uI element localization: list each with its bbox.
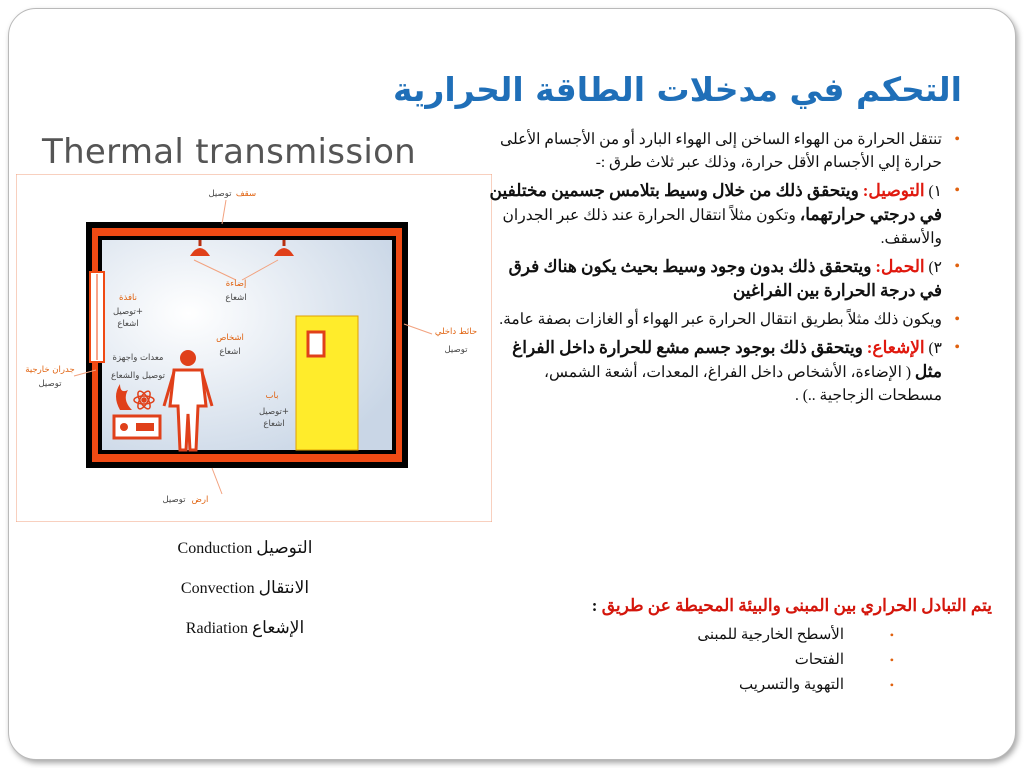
- int-wall-mode: توصيل: [444, 345, 468, 355]
- door-mode-1: توصيل+: [258, 407, 290, 417]
- bullet-convection: • ٢) الحمل: ويتحقق ذلك بدون وجود وسيط بحيث يكون هناك فرق في درجة الحرارة بين الفراغين: [488, 255, 958, 303]
- exchange-heading: يتم التبادل الحراري بين المبنى والبيئة المحيطة عن طريق :: [591, 596, 992, 615]
- door-icon: [296, 316, 358, 450]
- equipment-label: معدات واجهزة: [112, 353, 164, 363]
- door-mode-2: اشعاع: [263, 419, 285, 429]
- ext-wall-mode: توصيل: [38, 379, 62, 389]
- exchange-item: • الفتحات: [697, 648, 894, 673]
- people-label: اشخاص: [216, 333, 244, 343]
- slide-title: التحكم في مدخلات الطاقة الحرارية: [392, 70, 962, 109]
- exchange-list: [697, 623, 894, 698]
- lighting-mode: اشعاع: [225, 293, 247, 303]
- ceiling-label: سقف: [235, 189, 257, 199]
- window-mode-2: اشعاع: [117, 319, 139, 329]
- bullet-radiation: • ٣) الإشعاع: ويتحقق ذلك بوجود جسم مشع للحرارة داخل الفراغ مثل ( الإضاءة، الأشخاص داخل الفراغ، المعدات، أشعة الشمس، مسطحات الزجاجية ..) .: [488, 336, 958, 407]
- legend-convection: Convection الانتقال: [180, 578, 310, 597]
- slide-subtitle: Thermal transmission: [42, 132, 417, 172]
- legend-conduction: Conduction التوصيل: [177, 538, 313, 557]
- legend-radiation: Radiation الإشعاع: [185, 618, 305, 637]
- bullet-convection-example: • ويكون ذلك مثلاً بطريق انتقال الحرارة عبر الهواء أو الغازات بصفة عامة.: [488, 308, 958, 331]
- ceiling-mode: توصيل: [208, 189, 232, 199]
- thermal-room-diagram: [16, 174, 492, 522]
- bullet-conduction: • ١) التوصيل: ويتحقق ذلك من خلال وسيط بتلامس جسمين مختلفين في درجتي حرارتهما، وتكون مثلاً انتقال الحرارة عند ذلك عبر الجدران والأسقف.: [488, 179, 958, 250]
- lighting-label: إضاءة: [225, 279, 247, 289]
- floor-mode: توصيل: [162, 495, 186, 505]
- main-bullet-list: [488, 128, 958, 412]
- exchange-item: • التهوية والتسريب: [697, 673, 894, 698]
- ext-wall-label: جدران خارجية: [25, 365, 75, 375]
- equipment-mode: توصيل والشعاع: [110, 371, 166, 381]
- window-label: نافذة: [119, 293, 137, 303]
- floor-label: ارض: [191, 495, 209, 505]
- int-wall-label: حائط داخلي: [434, 327, 478, 337]
- bullet-intro: • تنتقل الحرارة من الهواء الساخن إلى الهواء البارد أو من الأجسام الأعلى حرارة إلي الأجسام الأقل حرارة، وذلك عبر ثلاث طرق :-: [488, 128, 958, 174]
- people-mode: اشعاع: [219, 347, 241, 357]
- exchange-item: • الأسطح الخارجية للمبنى: [697, 623, 894, 648]
- door-label: باب: [265, 391, 279, 401]
- window-mode-1: توصيل+: [112, 307, 144, 317]
